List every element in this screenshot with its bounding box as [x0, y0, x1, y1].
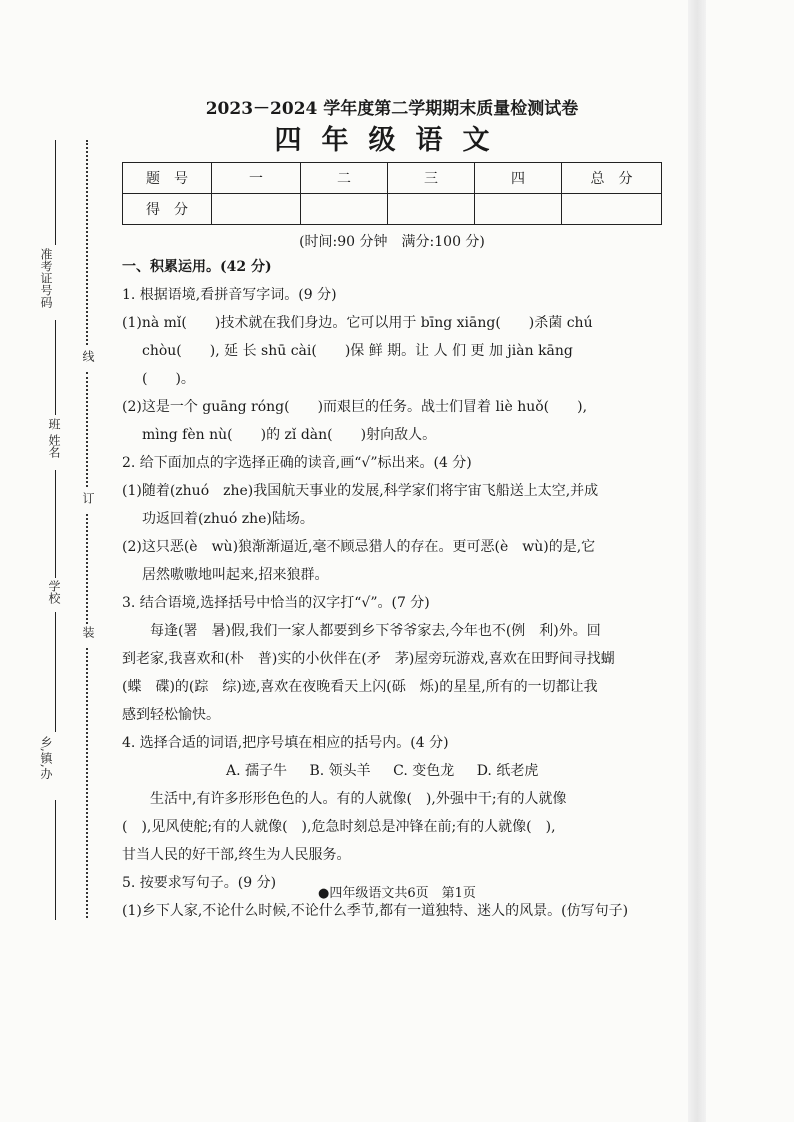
score-blank[interactable] — [562, 194, 662, 225]
exam-title: 2023－2024 学年度第二学期期末质量检测试卷 — [205, 99, 579, 119]
page-footer: ●四年级语文共6页 第1页 — [318, 886, 476, 901]
question-line: ( )。 — [142, 371, 195, 387]
question-stem: 2. 给下面加点的字选择正确的读音,画“√”标出来。(4 分) — [122, 455, 472, 471]
cut-line-top — [86, 140, 88, 345]
score-cell: 四 — [475, 163, 562, 194]
label-school: 学校 — [47, 580, 61, 604]
score-blank[interactable] — [301, 194, 388, 225]
question-line: (2)这只恶(è wù)狼渐渐逼近,毫不顾忌猎人的存在。更可恶(è wù)的是,它 — [122, 539, 596, 555]
score-cell: 三 — [388, 163, 475, 194]
passage-line: ( ),见风使舵;有的人就像( ),危急时刻总是冲锋在前;有的人就像( ), — [122, 819, 556, 835]
score-cell: 一 — [212, 163, 301, 194]
school-write-line — [55, 612, 56, 732]
binding-margin — [0, 0, 110, 1122]
score-table-header-row — [123, 163, 662, 194]
cut-line-mid2 — [86, 514, 88, 624]
exam-page — [122, 96, 662, 925]
option-d: D. 纸老虎 — [476, 763, 539, 779]
question-line: (1)nà mǐ( )技术就在我们身边。它可以用于 bīng xiāng( )杀菌 chú — [122, 315, 593, 331]
score-cell: 得 分 — [123, 194, 212, 225]
label-class-name: 班 姓名 — [47, 418, 61, 458]
score-blank[interactable] — [212, 194, 301, 225]
score-cell: 二 — [301, 163, 388, 194]
question-stem: 5. 按要求写句子。(9 分) — [122, 875, 277, 891]
question-line: chòu( ), 延 长 shū cài( )保 鲜 期。让 人 们 更 加 jiàn kāng — [142, 343, 573, 359]
option-b: B. 领头羊 — [309, 763, 371, 779]
mark-xian: 线 — [81, 350, 95, 362]
cut-line-mid1 — [86, 372, 88, 487]
cut-line-bottom — [86, 648, 88, 918]
question-line: 居然嗷嗷地叫起来,招来狼群。 — [142, 567, 329, 583]
score-table — [122, 162, 662, 225]
question-line: (1)乡下人家,不论什么时候,不论什么季节,都有一道独特、迷人的风景。(仿写句子) — [122, 903, 629, 919]
passage-line: (蝶 碟)的(踪 综)迹,喜欢在夜晚看天上闪(砾 烁)的星星,所有的一切都让我 — [122, 679, 598, 695]
score-cell: 总 分 — [562, 163, 662, 194]
township-write-line — [55, 800, 56, 920]
question-stem: 3. 结合语境,选择括号中恰当的汉字打“√”。(7 分) — [122, 595, 430, 611]
score-blank[interactable] — [388, 194, 475, 225]
label-exam-id: 准考证号码 — [39, 248, 53, 308]
name-write-line — [55, 470, 56, 578]
question-line: (1)随着(zhuó zhe)我国航天事业的发展,科学家们将宇宙飞船送上太空,并成 — [122, 483, 599, 499]
option-list — [122, 757, 662, 785]
id-write-line — [55, 140, 56, 245]
question-line: mìng fèn nù( )的 zǐ dàn( )射向敌人。 — [142, 427, 437, 443]
mark-ding: 订 — [81, 492, 95, 504]
question-line: 功返回着(zhuó zhe)陆场。 — [142, 511, 314, 527]
score-table-score-row — [123, 194, 662, 225]
section-heading: 一、积累运用。(42 分) — [122, 259, 272, 275]
option-c: C. 变色龙 — [393, 763, 455, 779]
question-stem: 4. 选择合适的词语,把序号填在相应的括号内。(4 分) — [122, 735, 449, 751]
question-stem: 1. 根据语境,看拼音写字词。(9 分) — [122, 287, 337, 303]
mark-zhuang: 装 — [81, 626, 95, 638]
score-blank[interactable] — [475, 194, 562, 225]
label-township: 乡,镇,办 — [39, 736, 53, 780]
id-write-line-lower — [55, 320, 56, 415]
question-line: (2)这是一个 guāng róng( )而艰巨的任务。战士们冒着 liè huǒ( ), — [122, 399, 588, 415]
passage-line: 生活中,有许多形形色色的人。有的人就像( ),外强中干;有的人就像 — [150, 791, 567, 807]
passage-line: 到老家,我喜欢和(朴 普)实的小伙伴在(矛 茅)屋旁玩游戏,喜欢在田野间寻找蝴 — [122, 651, 615, 667]
time-info: (时间:90 分钟 满分:100 分) — [299, 234, 485, 250]
score-cell: 题 号 — [123, 163, 212, 194]
exam-subject: 四年级语文 — [274, 125, 510, 156]
passage-line: 感到轻松愉快。 — [122, 707, 220, 723]
option-a: A. 孺子牛 — [226, 763, 288, 779]
passage-line: 每逢(署 暑)假,我们一家人都要到乡下爷爷家去,今年也不(例 利)外。回 — [150, 623, 601, 639]
passage-line: 甘当人民的好干部,终生为人民服务。 — [122, 847, 351, 863]
scan-fold-shadow — [688, 0, 706, 1122]
